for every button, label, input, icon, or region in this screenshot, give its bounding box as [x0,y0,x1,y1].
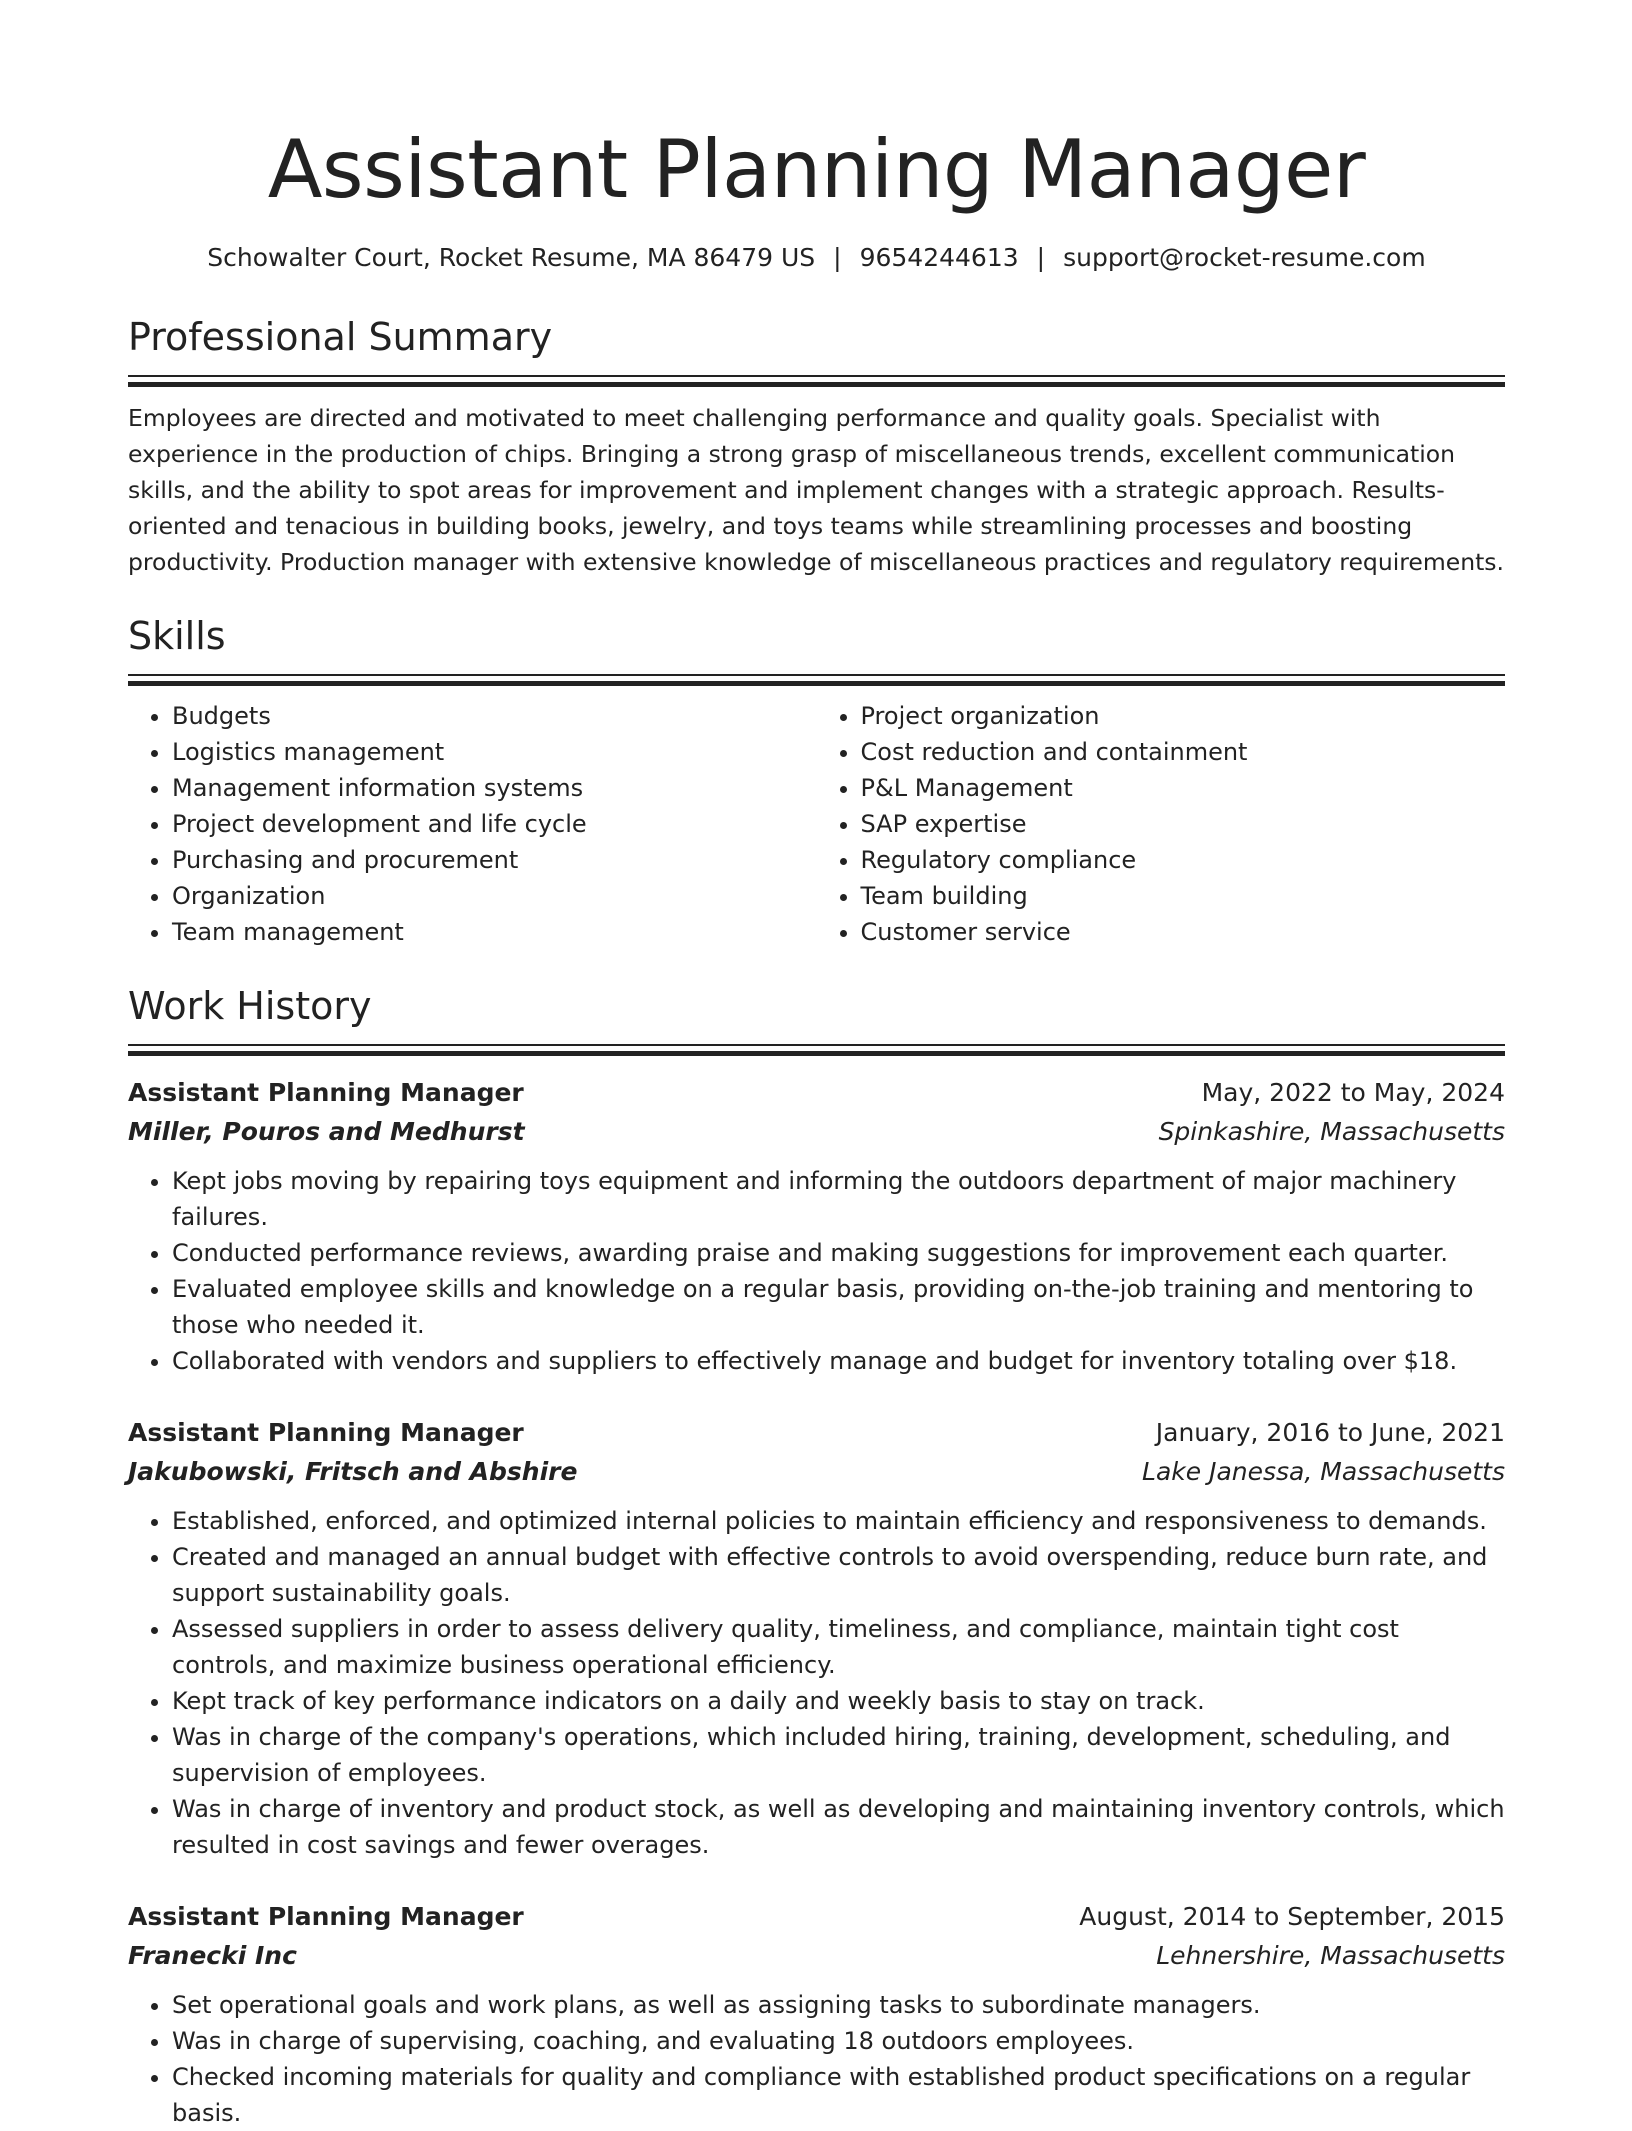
job-bullet: • Evaluated employee skills and knowledge on a regular basis, providing on-the-job training and mentoring to those who needed it. [172,1271,1505,1343]
section-divider [128,674,1505,685]
job-entry [128,1413,1505,1863]
job-bullet: • Kept jobs moving by repairing toys equipment and informing the outdoors department of major machinery failures. [172,1163,1505,1235]
skill-item: • Customer service [861,914,1506,950]
job-header-row [128,1413,1505,1452]
skills-section [128,610,1505,950]
job-company-row [128,1112,1505,1151]
section-divider [128,375,1505,386]
job-company: Miller, Pouros and Medhurst [128,1117,525,1146]
job-title: Assistant Planning Manager [128,1418,524,1447]
summary-section [128,311,1505,580]
job-bullet: • Created and managed an annual budget with effective controls to avoid overspending, reduce burn rate, and support sustainability goals. [172,1539,1505,1611]
job-bullet: • Collaborated with vendors and suppliers to effectively manage and budget for inventory totaling over $18. [172,1343,1505,1379]
job-bullets [128,1163,1505,1379]
job-location: Spinkashire, Massachusetts [1158,1117,1505,1146]
job-company: Jakubowski, Fritsch and Abshire [128,1457,578,1486]
section-heading-summary: Professional Summary [128,315,553,359]
job-bullet: • Conducted performance reviews, awarding praise and making suggestions for improvement each quarter. [172,1235,1505,1271]
section-heading-work-history: Work History [128,984,372,1028]
job-dates: May, 2022 to May, 2024 [1201,1078,1505,1107]
job-bullet: • Was in charge of the company's operations, which included hiring, training, development, scheduling, and supervision of employees. [172,1719,1505,1791]
skills-list-right [817,698,1506,950]
skill-item: • SAP expertise [861,806,1506,842]
skills-list-left [128,698,817,950]
skills-columns [128,698,1505,950]
skill-item: • Team building [861,878,1506,914]
job-bullet: • Set operational goals and work plans, as well as assigning tasks to subordinate managers. [172,1987,1505,2023]
job-bullets [128,1987,1505,2131]
job-bullet: • Assessed suppliers in order to assess delivery quality, timeliness, and compliance, maintain tight cost controls, and maximize business operational efficiency. [172,1611,1505,1683]
job-company-row [128,1936,1505,1975]
resume-title: Assistant Planning Manager [267,123,1366,216]
job-bullets [128,1503,1505,1863]
skill-item: • Purchasing and procurement [172,842,817,878]
skill-item: • Cost reduction and containment [861,734,1506,770]
job-location: Lake Janessa, Massachusetts [1142,1457,1505,1486]
skill-item: • Project organization [861,698,1506,734]
contact-address: Schowalter Court, Rocket Resume, MA 86479 US [207,243,816,272]
job-bullet: • Kept track of key performance indicators on a daily and weekly basis to stay on track. [172,1683,1505,1719]
job-company: Franecki Inc [128,1941,297,1970]
job-bullet: • Was in charge of inventory and product stock, as well as developing and maintaining inventory controls, which resulted in cost savings and fewer overages. [172,1791,1505,1863]
job-title: Assistant Planning Manager [128,1078,524,1107]
work-history-section [128,980,1505,2131]
job-bullet: • Was in charge of supervising, coaching, and evaluating 18 outdoors employees. [172,2023,1505,2059]
contact-phone: 9654244613 [859,243,1019,272]
skill-item: • Management information systems [172,770,817,806]
contact-separator: | [1036,243,1046,272]
job-entry [128,1897,1505,2131]
section-heading-skills: Skills [128,614,226,658]
section-divider [128,1044,1505,1055]
job-bullet: • Checked incoming materials for quality and compliance with established product specifications on a regular basis. [172,2059,1505,2131]
skill-item: • P&L Management [861,770,1506,806]
skill-item: • Organization [172,878,817,914]
skill-item: • Budgets [172,698,817,734]
job-company-row [128,1452,1505,1491]
job-location: Lehnershire, Massachusetts [1156,1941,1505,1970]
job-header-row [128,1073,1505,1112]
contact-line [128,240,1505,276]
summary-text: Employees are directed and motivated to meet challenging performance and quality goals. Specialist with experience in the production of chips. Bringing a strong grasp of miscellaneous trends, excellent communication skills, and the ability to spot areas for improvement and implement changes with a strategic approach. Results-oriented and tenacious in building books, jewelry, and toys teams while streamlining processes and boosting productivity. Production manager with extensive knowledge of miscellaneous practices and regulatory requirements. [128,404,1505,576]
job-title: Assistant Planning Manager [128,1902,524,1931]
job-dates: January, 2016 to June, 2021 [1155,1418,1505,1447]
job-entry [128,1073,1505,1379]
skill-item: • Regulatory compliance [861,842,1506,878]
job-bullet: • Established, enforced, and optimized internal policies to maintain efficiency and responsiveness to demands. [172,1503,1505,1539]
skill-item: • Project development and life cycle [172,806,817,842]
contact-email: support@rocket-resume.com [1063,243,1426,272]
skill-item: • Logistics management [172,734,817,770]
contact-separator: | [833,243,842,272]
job-dates: August, 2014 to September, 2015 [1079,1902,1505,1931]
job-header-row [128,1897,1505,1936]
skill-item: • Team management [172,914,817,950]
